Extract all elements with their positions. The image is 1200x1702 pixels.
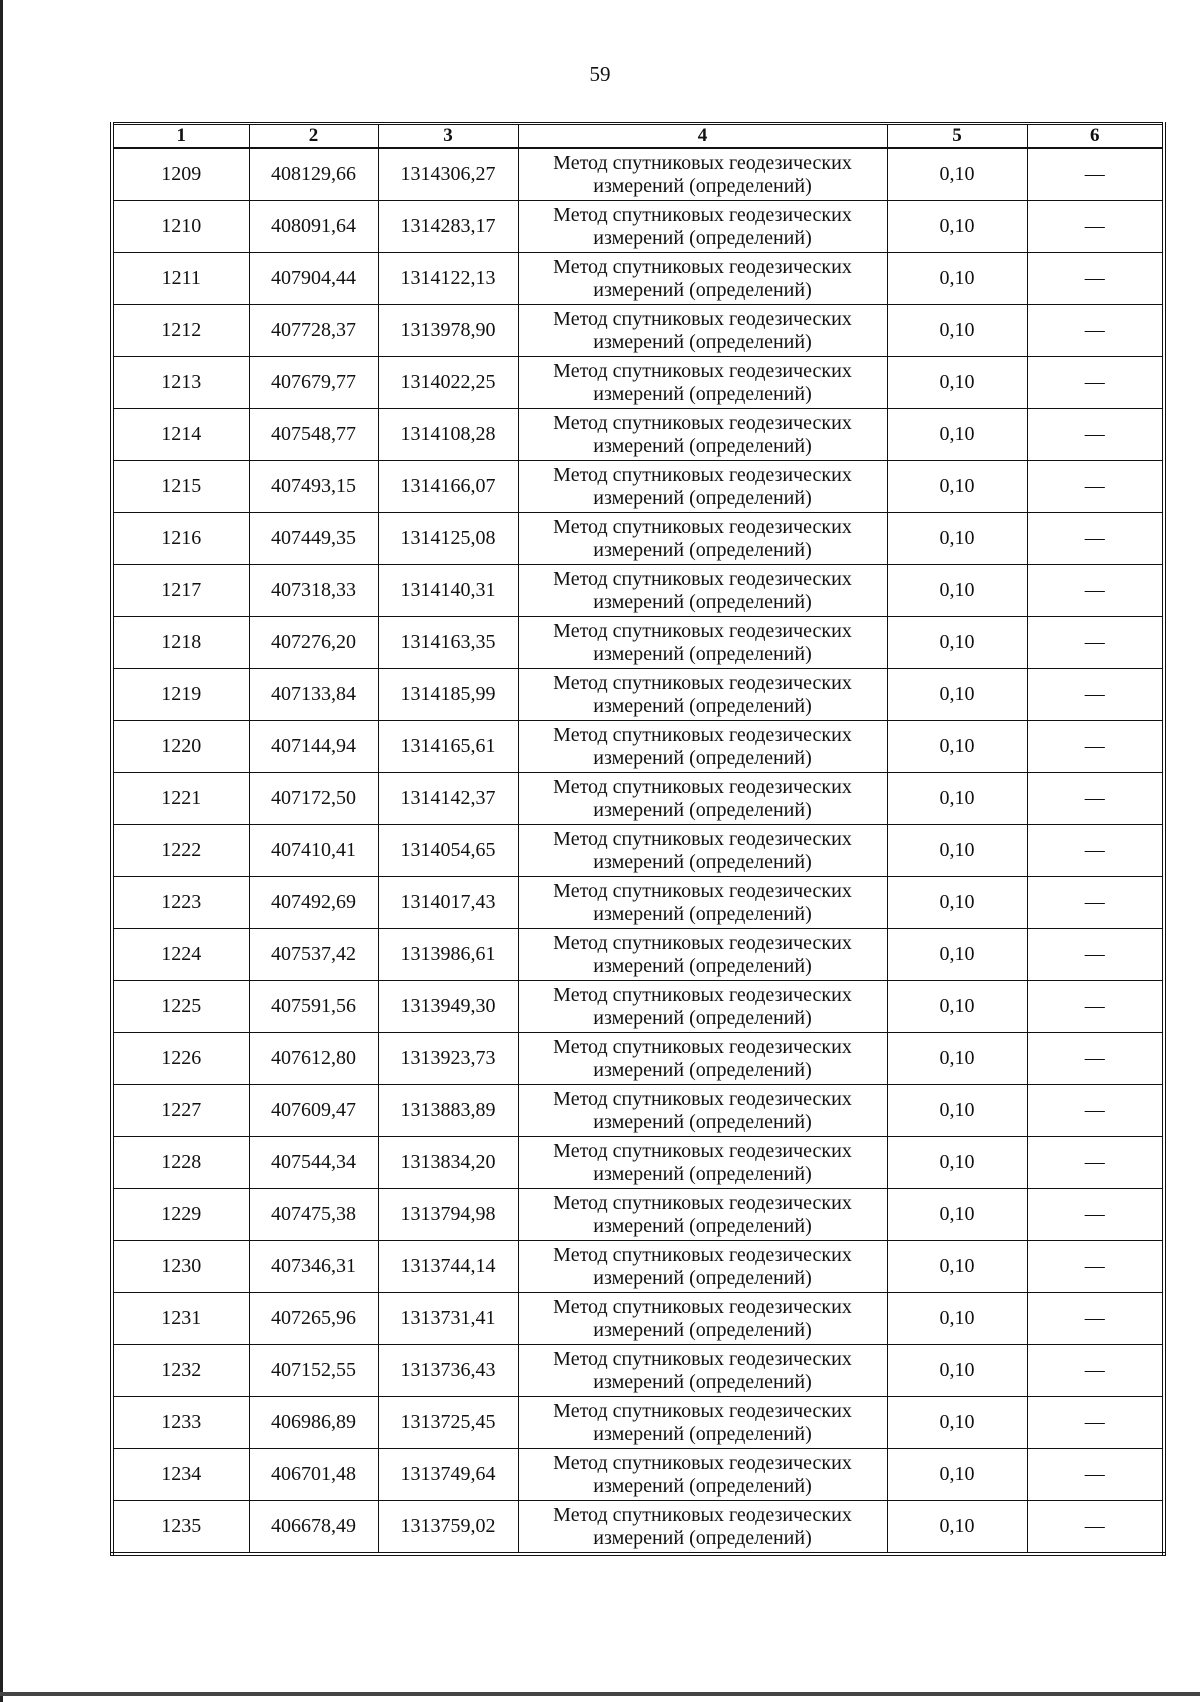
y-coordinate-cell: 1314054,65 bbox=[378, 825, 518, 877]
description-cell: — bbox=[1027, 929, 1164, 981]
accuracy-cell: 0,10 bbox=[887, 357, 1027, 409]
point-number-cell: 1229 bbox=[112, 1189, 249, 1241]
accuracy-cell: 0,10 bbox=[887, 409, 1027, 461]
point-number-cell: 1228 bbox=[112, 1137, 249, 1189]
table-row bbox=[112, 1449, 1164, 1501]
description-cell: — bbox=[1027, 721, 1164, 773]
method-line-1: Метод спутниковых геодезических bbox=[553, 723, 852, 746]
description-cell: — bbox=[1027, 669, 1164, 721]
point-number-cell: 1223 bbox=[112, 877, 249, 929]
table-row bbox=[112, 253, 1164, 305]
accuracy-cell: 0,10 bbox=[887, 929, 1027, 981]
table-row bbox=[112, 929, 1164, 981]
coordinates-table bbox=[110, 122, 1166, 1556]
x-coordinate-cell: 407609,47 bbox=[249, 1085, 378, 1137]
accuracy-cell: 0,10 bbox=[887, 305, 1027, 357]
y-coordinate-cell: 1314122,13 bbox=[378, 253, 518, 305]
accuracy-cell: 0,10 bbox=[887, 1189, 1027, 1241]
point-number-cell: 1212 bbox=[112, 305, 249, 357]
method-cell bbox=[518, 461, 887, 513]
accuracy-cell: 0,10 bbox=[887, 617, 1027, 669]
description-cell: — bbox=[1027, 565, 1164, 617]
method-line-1: Метод спутниковых геодезических bbox=[553, 931, 852, 954]
method-line-1: Метод спутниковых геодезических bbox=[553, 515, 852, 538]
point-number-cell: 1215 bbox=[112, 461, 249, 513]
method-line-2: измерений (определений) bbox=[593, 746, 812, 769]
accuracy-cell: 0,10 bbox=[887, 461, 1027, 513]
method-cell bbox=[518, 825, 887, 877]
table-row bbox=[112, 1501, 1164, 1555]
table-row bbox=[112, 1293, 1164, 1345]
accuracy-cell: 0,10 bbox=[887, 201, 1027, 253]
method-cell bbox=[518, 565, 887, 617]
y-coordinate-cell: 1314283,17 bbox=[378, 201, 518, 253]
method-line-1: Метод спутниковых геодезических bbox=[553, 1295, 852, 1318]
x-coordinate-cell: 406701,48 bbox=[249, 1449, 378, 1501]
method-line-2: измерений (определений) bbox=[593, 226, 812, 249]
scan-bottom-edge bbox=[0, 1692, 1200, 1696]
method-line-1: Метод спутниковых геодезических bbox=[553, 567, 852, 590]
x-coordinate-cell: 407265,96 bbox=[249, 1293, 378, 1345]
method-line-1: Метод спутниковых геодезических bbox=[553, 411, 852, 434]
point-number-cell: 1225 bbox=[112, 981, 249, 1033]
method-line-1: Метод спутниковых геодезических bbox=[553, 775, 852, 798]
table-row bbox=[112, 305, 1164, 357]
y-coordinate-cell: 1314142,37 bbox=[378, 773, 518, 825]
x-coordinate-cell: 406986,89 bbox=[249, 1397, 378, 1449]
method-cell bbox=[518, 617, 887, 669]
x-coordinate-cell: 407346,31 bbox=[249, 1241, 378, 1293]
method-cell bbox=[518, 1293, 887, 1345]
method-cell bbox=[518, 409, 887, 461]
method-line-2: измерений (определений) bbox=[593, 902, 812, 925]
x-coordinate-cell: 407492,69 bbox=[249, 877, 378, 929]
y-coordinate-cell: 1313759,02 bbox=[378, 1501, 518, 1555]
description-cell: — bbox=[1027, 1449, 1164, 1501]
accuracy-cell: 0,10 bbox=[887, 1293, 1027, 1345]
y-coordinate-cell: 1314125,08 bbox=[378, 513, 518, 565]
method-line-1: Метод спутниковых геодезических bbox=[553, 151, 852, 174]
table-row bbox=[112, 669, 1164, 721]
y-coordinate-cell: 1313923,73 bbox=[378, 1033, 518, 1085]
x-coordinate-cell: 407612,80 bbox=[249, 1033, 378, 1085]
accuracy-cell: 0,10 bbox=[887, 669, 1027, 721]
accuracy-cell: 0,10 bbox=[887, 825, 1027, 877]
table-row bbox=[112, 825, 1164, 877]
y-coordinate-cell: 1313986,61 bbox=[378, 929, 518, 981]
method-line-2: измерений (определений) bbox=[593, 486, 812, 509]
x-coordinate-cell: 407904,44 bbox=[249, 253, 378, 305]
method-cell bbox=[518, 201, 887, 253]
x-coordinate-cell: 407410,41 bbox=[249, 825, 378, 877]
y-coordinate-cell: 1314185,99 bbox=[378, 669, 518, 721]
accuracy-cell: 0,10 bbox=[887, 1241, 1027, 1293]
point-number-cell: 1214 bbox=[112, 409, 249, 461]
point-number-cell: 1233 bbox=[112, 1397, 249, 1449]
point-number-cell: 1217 bbox=[112, 565, 249, 617]
method-line-1: Метод спутниковых геодезических bbox=[553, 1087, 852, 1110]
point-number-cell: 1232 bbox=[112, 1345, 249, 1397]
method-line-2: измерений (определений) bbox=[593, 382, 812, 405]
method-cell bbox=[518, 253, 887, 305]
table-row bbox=[112, 1189, 1164, 1241]
description-cell: — bbox=[1027, 1501, 1164, 1555]
table-row bbox=[112, 877, 1164, 929]
accuracy-cell: 0,10 bbox=[887, 513, 1027, 565]
y-coordinate-cell: 1314306,27 bbox=[378, 148, 518, 201]
y-coordinate-cell: 1314022,25 bbox=[378, 357, 518, 409]
method-line-2: измерений (определений) bbox=[593, 694, 812, 717]
x-coordinate-cell: 407728,37 bbox=[249, 305, 378, 357]
table-header-row bbox=[112, 124, 1164, 149]
description-cell: — bbox=[1027, 877, 1164, 929]
method-line-1: Метод спутниковых геодезических bbox=[553, 879, 852, 902]
column-header-4: 4 bbox=[518, 124, 887, 149]
point-number-cell: 1226 bbox=[112, 1033, 249, 1085]
table-row bbox=[112, 981, 1164, 1033]
point-number-cell: 1235 bbox=[112, 1501, 249, 1555]
table-row bbox=[112, 1085, 1164, 1137]
point-number-cell: 1220 bbox=[112, 721, 249, 773]
y-coordinate-cell: 1314166,07 bbox=[378, 461, 518, 513]
description-cell: — bbox=[1027, 773, 1164, 825]
x-coordinate-cell: 407172,50 bbox=[249, 773, 378, 825]
method-cell bbox=[518, 1397, 887, 1449]
accuracy-cell: 0,10 bbox=[887, 148, 1027, 201]
accuracy-cell: 0,10 bbox=[887, 773, 1027, 825]
method-line-2: измерений (определений) bbox=[593, 1318, 812, 1341]
method-line-2: измерений (определений) bbox=[593, 850, 812, 873]
description-cell: — bbox=[1027, 305, 1164, 357]
description-cell: — bbox=[1027, 1293, 1164, 1345]
method-cell bbox=[518, 1033, 887, 1085]
method-line-1: Метод спутниковых геодезических bbox=[553, 619, 852, 642]
description-cell: — bbox=[1027, 825, 1164, 877]
method-line-2: измерений (определений) bbox=[593, 954, 812, 977]
method-line-2: измерений (определений) bbox=[593, 1214, 812, 1237]
method-line-1: Метод спутниковых геодезических bbox=[553, 1191, 852, 1214]
method-line-1: Метод спутниковых геодезических bbox=[553, 983, 852, 1006]
description-cell: — bbox=[1027, 1345, 1164, 1397]
y-coordinate-cell: 1314017,43 bbox=[378, 877, 518, 929]
method-cell bbox=[518, 1501, 887, 1555]
table-row bbox=[112, 617, 1164, 669]
y-coordinate-cell: 1314163,35 bbox=[378, 617, 518, 669]
column-header-1: 1 bbox=[112, 124, 249, 149]
method-line-1: Метод спутниковых геодезических bbox=[553, 1139, 852, 1162]
accuracy-cell: 0,10 bbox=[887, 721, 1027, 773]
accuracy-cell: 0,10 bbox=[887, 565, 1027, 617]
method-cell bbox=[518, 1189, 887, 1241]
method-line-1: Метод спутниковых геодезических bbox=[553, 1503, 852, 1526]
method-line-2: измерений (определений) bbox=[593, 1474, 812, 1497]
x-coordinate-cell: 407133,84 bbox=[249, 669, 378, 721]
method-line-1: Метод спутниковых геодезических bbox=[553, 307, 852, 330]
y-coordinate-cell: 1313749,64 bbox=[378, 1449, 518, 1501]
method-cell bbox=[518, 1137, 887, 1189]
table-row bbox=[112, 201, 1164, 253]
table-row bbox=[112, 461, 1164, 513]
accuracy-cell: 0,10 bbox=[887, 1345, 1027, 1397]
point-number-cell: 1218 bbox=[112, 617, 249, 669]
table-row bbox=[112, 1241, 1164, 1293]
description-cell: — bbox=[1027, 1085, 1164, 1137]
description-cell: — bbox=[1027, 461, 1164, 513]
y-coordinate-cell: 1313949,30 bbox=[378, 981, 518, 1033]
x-coordinate-cell: 407544,34 bbox=[249, 1137, 378, 1189]
y-coordinate-cell: 1314108,28 bbox=[378, 409, 518, 461]
x-coordinate-cell: 407144,94 bbox=[249, 721, 378, 773]
accuracy-cell: 0,10 bbox=[887, 253, 1027, 305]
method-cell bbox=[518, 669, 887, 721]
method-line-1: Метод спутниковых геодезических bbox=[553, 1347, 852, 1370]
description-cell: — bbox=[1027, 253, 1164, 305]
accuracy-cell: 0,10 bbox=[887, 877, 1027, 929]
method-line-2: измерений (определений) bbox=[593, 798, 812, 821]
description-cell: — bbox=[1027, 148, 1164, 201]
x-coordinate-cell: 408129,66 bbox=[249, 148, 378, 201]
method-cell bbox=[518, 721, 887, 773]
method-cell bbox=[518, 1085, 887, 1137]
x-coordinate-cell: 407276,20 bbox=[249, 617, 378, 669]
point-number-cell: 1227 bbox=[112, 1085, 249, 1137]
x-coordinate-cell: 407537,42 bbox=[249, 929, 378, 981]
point-number-cell: 1209 bbox=[112, 148, 249, 201]
x-coordinate-cell: 407318,33 bbox=[249, 565, 378, 617]
point-number-cell: 1210 bbox=[112, 201, 249, 253]
scan-left-edge bbox=[0, 0, 3, 1702]
point-number-cell: 1213 bbox=[112, 357, 249, 409]
y-coordinate-cell: 1313834,20 bbox=[378, 1137, 518, 1189]
method-line-2: измерений (определений) bbox=[593, 590, 812, 613]
table-row bbox=[112, 357, 1164, 409]
method-cell bbox=[518, 1241, 887, 1293]
description-cell: — bbox=[1027, 1397, 1164, 1449]
method-cell bbox=[518, 148, 887, 201]
point-number-cell: 1222 bbox=[112, 825, 249, 877]
accuracy-cell: 0,10 bbox=[887, 1397, 1027, 1449]
table-row bbox=[112, 409, 1164, 461]
method-line-2: измерений (определений) bbox=[593, 1370, 812, 1393]
method-cell bbox=[518, 357, 887, 409]
method-cell bbox=[518, 1345, 887, 1397]
method-line-2: измерений (определений) bbox=[593, 330, 812, 353]
y-coordinate-cell: 1313731,41 bbox=[378, 1293, 518, 1345]
method-line-1: Метод спутниковых геодезических bbox=[553, 1035, 852, 1058]
accuracy-cell: 0,10 bbox=[887, 1033, 1027, 1085]
page-number: 59 bbox=[589, 62, 611, 86]
accuracy-cell: 0,10 bbox=[887, 1137, 1027, 1189]
description-cell: — bbox=[1027, 1241, 1164, 1293]
x-coordinate-cell: 407449,35 bbox=[249, 513, 378, 565]
table-row bbox=[112, 1397, 1164, 1449]
description-cell: — bbox=[1027, 981, 1164, 1033]
y-coordinate-cell: 1313794,98 bbox=[378, 1189, 518, 1241]
x-coordinate-cell: 408091,64 bbox=[249, 201, 378, 253]
method-line-1: Метод спутниковых геодезических bbox=[553, 203, 852, 226]
description-cell: — bbox=[1027, 357, 1164, 409]
table-row bbox=[112, 1137, 1164, 1189]
method-line-1: Метод спутниковых геодезических bbox=[553, 1243, 852, 1266]
method-cell bbox=[518, 929, 887, 981]
table-row bbox=[112, 148, 1164, 201]
method-line-1: Метод спутниковых геодезических bbox=[553, 359, 852, 382]
column-header-3: 3 bbox=[378, 124, 518, 149]
x-coordinate-cell: 406678,49 bbox=[249, 1501, 378, 1555]
method-line-2: измерений (определений) bbox=[593, 174, 812, 197]
point-number-cell: 1216 bbox=[112, 513, 249, 565]
table-row bbox=[112, 513, 1164, 565]
method-line-1: Метод спутниковых геодезических bbox=[553, 671, 852, 694]
method-cell bbox=[518, 513, 887, 565]
x-coordinate-cell: 407591,56 bbox=[249, 981, 378, 1033]
y-coordinate-cell: 1314140,31 bbox=[378, 565, 518, 617]
method-line-2: измерений (определений) bbox=[593, 1110, 812, 1133]
table-row bbox=[112, 721, 1164, 773]
method-line-1: Метод спутниковых геодезических bbox=[553, 1451, 852, 1474]
y-coordinate-cell: 1313744,14 bbox=[378, 1241, 518, 1293]
y-coordinate-cell: 1313883,89 bbox=[378, 1085, 518, 1137]
method-line-2: измерений (определений) bbox=[593, 1058, 812, 1081]
x-coordinate-cell: 407679,77 bbox=[249, 357, 378, 409]
accuracy-cell: 0,10 bbox=[887, 1085, 1027, 1137]
accuracy-cell: 0,10 bbox=[887, 1449, 1027, 1501]
method-cell bbox=[518, 773, 887, 825]
method-line-1: Метод спутниковых геодезических bbox=[553, 255, 852, 278]
method-cell bbox=[518, 305, 887, 357]
method-line-2: измерений (определений) bbox=[593, 1526, 812, 1549]
column-header-2: 2 bbox=[249, 124, 378, 149]
table-row bbox=[112, 1033, 1164, 1085]
y-coordinate-cell: 1314165,61 bbox=[378, 721, 518, 773]
method-line-1: Метод спутниковых геодезических bbox=[553, 827, 852, 850]
y-coordinate-cell: 1313725,45 bbox=[378, 1397, 518, 1449]
description-cell: — bbox=[1027, 513, 1164, 565]
point-number-cell: 1219 bbox=[112, 669, 249, 721]
description-cell: — bbox=[1027, 1137, 1164, 1189]
accuracy-cell: 0,10 bbox=[887, 981, 1027, 1033]
x-coordinate-cell: 407152,55 bbox=[249, 1345, 378, 1397]
accuracy-cell: 0,10 bbox=[887, 1501, 1027, 1555]
point-number-cell: 1231 bbox=[112, 1293, 249, 1345]
point-number-cell: 1224 bbox=[112, 929, 249, 981]
description-cell: — bbox=[1027, 1189, 1164, 1241]
point-number-cell: 1230 bbox=[112, 1241, 249, 1293]
method-cell bbox=[518, 1449, 887, 1501]
method-line-1: Метод спутниковых геодезических bbox=[553, 463, 852, 486]
point-number-cell: 1221 bbox=[112, 773, 249, 825]
point-number-cell: 1211 bbox=[112, 253, 249, 305]
method-line-2: измерений (определений) bbox=[593, 1422, 812, 1445]
method-line-2: измерений (определений) bbox=[593, 278, 812, 301]
method-line-1: Метод спутниковых геодезических bbox=[553, 1399, 852, 1422]
table-body bbox=[112, 148, 1164, 1554]
y-coordinate-cell: 1313736,43 bbox=[378, 1345, 518, 1397]
method-line-2: измерений (определений) bbox=[593, 538, 812, 561]
x-coordinate-cell: 407548,77 bbox=[249, 409, 378, 461]
point-number-cell: 1234 bbox=[112, 1449, 249, 1501]
table-row bbox=[112, 773, 1164, 825]
table-row bbox=[112, 1345, 1164, 1397]
x-coordinate-cell: 407493,15 bbox=[249, 461, 378, 513]
y-coordinate-cell: 1313978,90 bbox=[378, 305, 518, 357]
method-line-2: измерений (определений) bbox=[593, 434, 812, 457]
table-row bbox=[112, 565, 1164, 617]
method-line-2: измерений (определений) bbox=[593, 1266, 812, 1289]
method-line-2: измерений (определений) bbox=[593, 642, 812, 665]
description-cell: — bbox=[1027, 1033, 1164, 1085]
x-coordinate-cell: 407475,38 bbox=[249, 1189, 378, 1241]
column-header-6: 6 bbox=[1027, 124, 1164, 149]
column-header-5: 5 bbox=[887, 124, 1027, 149]
description-cell: — bbox=[1027, 617, 1164, 669]
method-cell bbox=[518, 877, 887, 929]
description-cell: — bbox=[1027, 409, 1164, 461]
method-cell bbox=[518, 981, 887, 1033]
method-line-2: измерений (определений) bbox=[593, 1162, 812, 1185]
description-cell: — bbox=[1027, 201, 1164, 253]
method-line-2: измерений (определений) bbox=[593, 1006, 812, 1029]
